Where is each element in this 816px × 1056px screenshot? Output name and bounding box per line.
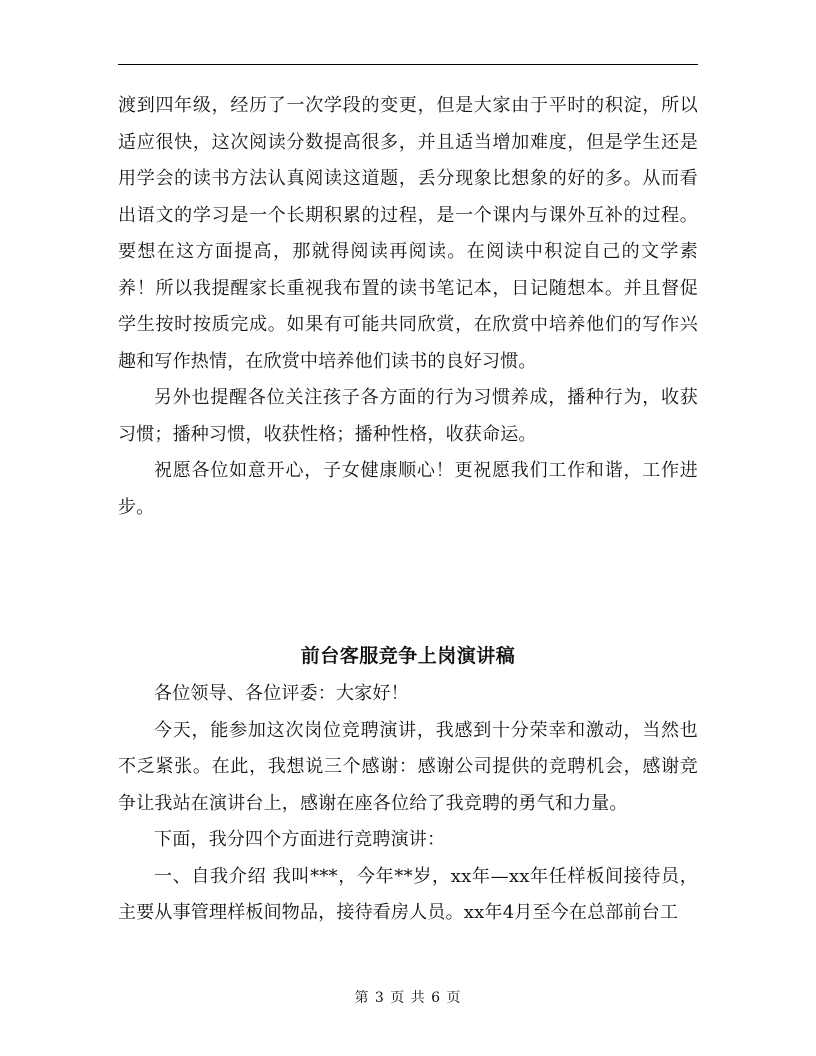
paragraph: 另外也提醒各位关注孩子各方面的行为习惯养成，播种行为，收获习惯；播种习惯，收获性格；播种性格，收获命运。: [118, 387, 698, 445]
paragraph: 下面，我分四个方面进行竞聘演讲：: [154, 829, 446, 850]
paragraph: 各位领导、各位评委：大家好！: [154, 683, 409, 704]
paragraph: 一、自我介绍 我叫***，今年**岁，xx年—xx年任样板间接待员，主要从事管理样板间物品，接待看房人员。xx年4月至今在总部前台工: [118, 865, 698, 923]
paragraph: 祝愿各位如意开心，子女健康顺心！更祝愿我们工作和谐，工作进步。: [118, 460, 698, 518]
paragraph: 渡到四年级，经历了一次学段的变更，但是大家由于平时的积淀，所以适应很快，这次阅读分数提高很多，并且适当增加难度，但是学生还是用学会的读书方法认真阅读这道题，丢分现象比想象的好的多。从而看出语文的学习是一个长期积累的过程，是一个课内与课外互补的过程。要想在这方面提高，那就得阅读再阅读。在阅读中积淀自己的文学素养！所以我提醒家长重视我布置的读书笔记本，日记随想本。并且督促学生按时按质完成。如果有可能共同欣赏，在欣赏中培养他们的写作兴趣和写作热情，在欣赏中培养他们读书的良好习惯。: [118, 95, 698, 372]
continued-body: [118, 88, 698, 526]
page-number-footer: 第 3 页 共 6 页: [354, 990, 462, 1006]
header-rule: [118, 64, 698, 65]
speech-section: [118, 638, 698, 932]
section-title: 前台客服竞争上岗演讲稿: [300, 645, 516, 667]
paragraph: 今天，能参加这次岗位竞聘演讲，我感到十分荣幸和激动，当然也不乏紧张。在此，我想说三个感谢：感谢公司提供的竞聘机会，感谢竞争让我站在演讲台上，感谢在座各位给了我竞聘的勇气和力量。: [118, 719, 698, 814]
